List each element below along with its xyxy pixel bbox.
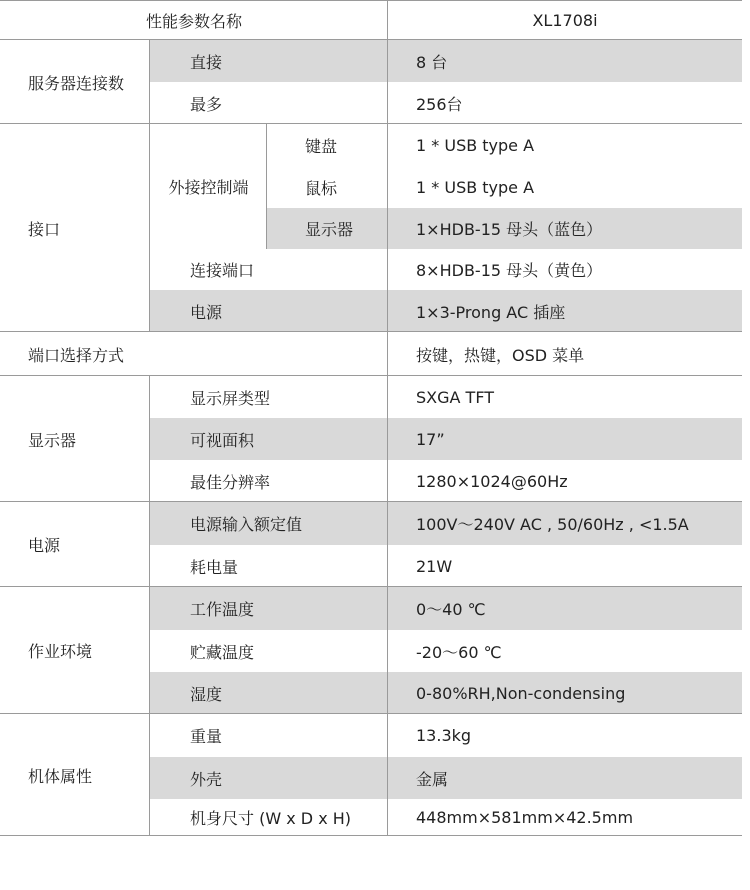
param-value: 100V～240V AC , 50/60Hz , <1.5A (388, 502, 742, 545)
section-label: 机体属性 (28, 766, 93, 786)
param-value: 1×3-Prong AC 插座 (388, 290, 742, 332)
param-name: 工作温度 (150, 587, 388, 630)
param-name: 电源输入额定值 (150, 502, 388, 545)
section-label: 端口选择方式 (28, 345, 125, 365)
param-name: 贮藏温度 (190, 642, 255, 662)
param-name: 湿度 (150, 672, 388, 714)
row-separator (0, 0, 742, 1)
param-name: 鼠标 (305, 178, 338, 198)
param-value: SXGA TFT (416, 387, 495, 407)
param-name: 重量 (190, 727, 223, 746)
section-label: 作业环境 (28, 642, 93, 661)
row-separator (0, 501, 742, 502)
section-label: 显示器 (28, 430, 77, 450)
param-name: 电源 (150, 290, 388, 332)
param-name: 键盘 (305, 136, 338, 156)
param-value: 21W (416, 556, 453, 576)
param-name: 可视面积 (150, 418, 388, 460)
row-separator (0, 331, 742, 332)
param-value: 1×HDB-15 母头（蓝色） (388, 208, 742, 249)
param-value: 0-80%RH,Non-condensing (388, 672, 742, 714)
header-model: XL1708i (532, 10, 598, 30)
row-separator (0, 835, 742, 836)
section-label: 服务器连接数 (28, 73, 125, 93)
row-separator (0, 375, 742, 376)
row-separator (0, 123, 742, 124)
group-label: 外接控制端 (168, 178, 249, 197)
param-value: 448mm×581mm×42.5mm (416, 808, 634, 827)
column-divider (149, 40, 150, 332)
param-value: 13.3kg (416, 726, 472, 745)
row-separator (0, 713, 742, 714)
param-value: 按键，热键，OSD 菜单 (416, 345, 585, 365)
param-name: 连接端口 (190, 261, 255, 280)
param-name: 显示器 (267, 208, 388, 249)
param-name: 最多 (190, 94, 223, 114)
param-name: 外壳 (150, 757, 388, 799)
header-name-label: 性能参数名称 (145, 11, 242, 31)
param-value: 金属 (388, 757, 742, 799)
param-name: 最佳分辨率 (190, 472, 271, 492)
column-divider (387, 0, 388, 836)
row-separator (0, 586, 742, 587)
section-label: 电源 (28, 536, 61, 555)
param-value: 256台 (416, 94, 463, 114)
column-divider (149, 376, 150, 836)
column-divider (266, 124, 267, 249)
param-value: 1 * USB type A (416, 177, 535, 197)
row-separator (0, 39, 742, 40)
param-value: 1280×1024@60Hz (416, 471, 568, 491)
param-value: 8 台 (388, 40, 742, 82)
param-value: 8×HDB-15 母头（黄色） (416, 261, 603, 280)
param-value: -20～60 ℃ (416, 642, 502, 662)
section-label: 接口 (28, 219, 61, 239)
param-name: 显示屏类型 (190, 388, 271, 408)
param-name: 直接 (150, 40, 388, 82)
param-value: 1 * USB type A (416, 135, 535, 155)
param-value: 0～40 ℃ (388, 587, 742, 630)
param-value: 17” (388, 418, 742, 460)
param-name: 机身尺寸 (W x D x H) (190, 809, 352, 828)
param-name: 耗电量 (190, 557, 239, 577)
